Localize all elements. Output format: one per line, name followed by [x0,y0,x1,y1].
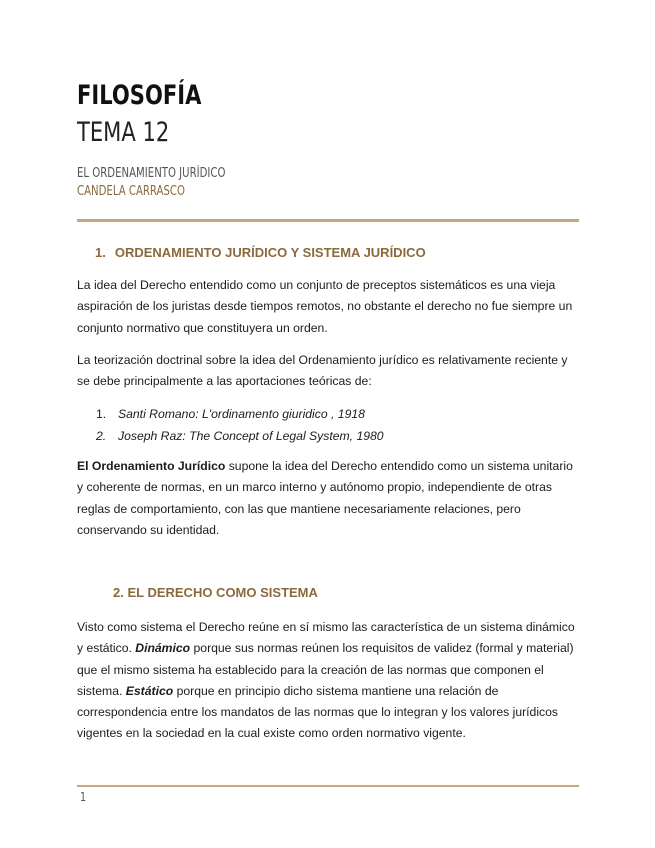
section-2-heading: 2. EL DERECHO COMO SISTEMA [113,585,318,600]
paragraph-text: porque sus normas reúnen los requisitos de validez (formal y material) que el mismo sistema ha establecido para la creación de las normas que componen el sistema. [77,641,574,698]
section-1-title: ORDENAMIENTO JURÍDICO Y SISTEMA JURÍDICO [114,245,426,260]
section-1-paragraph-3 [77,456,579,541]
paragraph-text: Visto como sistema el Derecho reúne en sí mismo las característica de un sistema dinámico y estático. [77,620,575,656]
list-item [96,403,384,425]
section-2-paragraph [77,617,579,745]
page-number: 1 [80,790,87,804]
list-item-text: Santi Romano: L'ordinamento giuridico , 1918 [118,407,365,421]
list-item-text: Joseph Raz: The Concept of Legal System, 1980 [118,429,384,443]
section-1-paragraph-2: La teorización doctrinal sobre la idea del Ordenamiento jurídico es relativamente reciente y se debe principalmente a las aportaciones teóricas de: [77,353,568,389]
key-term: El Ordenamiento Jurídico [77,459,226,473]
section-1-heading [95,245,426,260]
document-title: FILOSOFÍA [77,80,202,111]
list-item-number: 2. [96,429,107,443]
header-divider [77,219,579,222]
document-subtitle: TEMA 12 [77,117,170,148]
list-item-number: 1. [96,407,107,421]
section-1-number: 1. [95,245,106,260]
paragraph-text: supone la idea del Derecho entendido como un sistema unitario y coherente de normas, en un marco interno y autónomo propio, independiente de otras reglas de comportamiento, con las que mantiene necesariamente relaciones, pero conservando su identidad. [77,459,573,537]
section-1-paragraph-1: La idea del Derecho entendido como un conjunto de preceptos sistemáticos es una vieja aspiración de los juristas desde tiempos remotos, no obstante el derecho no fue siempre un conjunto normativo que constituyera un orden. [77,278,573,335]
author-label: CANDELA CARRASCO [77,184,185,199]
topic-label: EL ORDENAMIENTO JURÍDICO [77,166,226,181]
paragraph-text: porque en principio dicho sistema mantiene una relación de correspondencia entre los mandatos de las normas que lo integran y los valores jurídicos vigentes en la sociedad en la cual existe como orden normativo vigente. [77,683,558,741]
key-term-dynamic: Dinámico [135,641,191,656]
key-term-static: Estático [125,683,174,698]
footer-divider [77,785,579,787]
references-list [96,403,384,447]
list-item [96,425,384,447]
